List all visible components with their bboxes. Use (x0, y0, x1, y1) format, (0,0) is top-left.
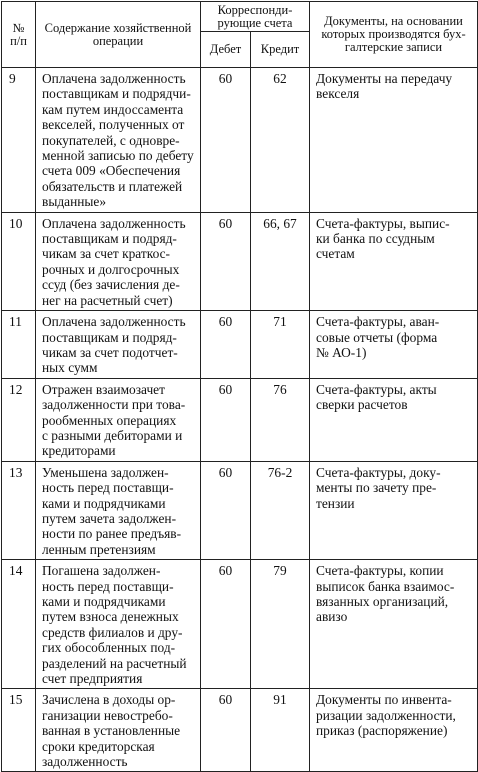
header-accounts-line: рующие счета (217, 15, 293, 30)
header-debit: Дебет (201, 32, 251, 68)
credit-account-cell: 62 (251, 68, 310, 213)
description-line: рочных и долгосрочных (42, 261, 180, 277)
row-number-cell: 10 (2, 212, 36, 310)
table-row (2, 560, 478, 689)
description-line: счета 009 «Обеспечения (42, 163, 181, 179)
debit-account-cell: 60 (201, 212, 251, 310)
description-line: нег на расчетный счет) (42, 292, 173, 308)
description-line: ность перед поставщи- (42, 578, 174, 594)
description-line: кам путем индоссамента (42, 101, 184, 117)
description-line: Уменьшена задолжен- (42, 464, 169, 480)
description-line: рообменных операциях (42, 412, 177, 428)
debit-account-cell: 60 (201, 311, 251, 379)
document-line: выписок банка взаимос- (316, 578, 455, 594)
document-line: ризации задолженности, (316, 707, 456, 723)
credit-account-cell: 79 (251, 560, 310, 689)
description-line: ванная в установленные (42, 723, 181, 739)
document-line: менты по зачету пре- (316, 480, 437, 496)
document-line: приказ (распоряжение) (316, 723, 448, 739)
description-line: с разными дебиторами и (42, 427, 183, 443)
table-row (2, 461, 478, 559)
description-line: ками и подрядчиками (42, 594, 166, 609)
description-line: ками и подрядчиками (42, 495, 166, 511)
document-line: Счета-фактуры, акты (316, 381, 437, 397)
document-line: счетам (316, 246, 355, 262)
document-line: № АО-1) (316, 344, 367, 360)
description-line: сроки кредиторская (42, 738, 155, 754)
description-line: ность перед поставщи- (42, 480, 174, 496)
document-line: Счета-фактуры, выпис- (316, 215, 450, 231)
table-row (2, 311, 478, 379)
description-line: векселей, полученных от (42, 117, 185, 133)
source-documents-cell (310, 461, 478, 559)
header-num-line: п/п (10, 33, 27, 48)
description-line: ных сумм (42, 360, 98, 376)
description-line: покупателей, с одновре- (42, 132, 180, 148)
credit-account-cell: 91 (251, 689, 310, 772)
table-row (2, 212, 478, 310)
operation-description-cell (36, 212, 201, 310)
document-line: сверки расчетов (316, 397, 408, 413)
description-line: счет предприятия (42, 671, 143, 687)
row-number-cell: 9 (2, 68, 36, 213)
document-line: тензии (316, 495, 355, 511)
description-line: задолженность (42, 754, 128, 770)
description-line: чикам за счет подотчет- (42, 344, 178, 360)
row-number-cell: 11 (2, 311, 36, 379)
document-line: Счета-фактуры, копии (316, 563, 444, 579)
document-line: авизо (316, 609, 348, 625)
description-line: кредиторами (42, 443, 116, 459)
header-content-line: операции (92, 33, 144, 48)
document-line: Счета-фактуры, аван- (316, 314, 440, 330)
document-line: Счета-фактуры, доку- (316, 464, 441, 480)
table-row (2, 68, 478, 213)
description-line: задолженности при това- (42, 397, 186, 413)
description-line: менной записью по дебету (42, 148, 194, 164)
description-line: средств филиалов и дру- (42, 624, 183, 640)
credit-account-cell: 66, 67 (251, 212, 310, 310)
description-line: гих обособленных под- (42, 640, 176, 656)
header-accounts-line: Корреспонди- (217, 2, 293, 17)
source-documents-cell (310, 378, 478, 461)
description-line: разделений на расчетный (42, 655, 187, 671)
document-line: совые отчеты (форма (316, 329, 438, 345)
debit-account-cell: 60 (201, 689, 251, 772)
operation-description-cell (36, 689, 201, 772)
operation-description-cell (36, 560, 201, 689)
document-line: Документы по инвента- (316, 692, 452, 708)
table-row (2, 378, 478, 461)
credit-account-cell: 71 (251, 311, 310, 379)
header-documents-line: Документы, на основании (324, 14, 463, 28)
debit-account-cell: 60 (201, 461, 251, 559)
debit-account-cell: 60 (201, 378, 251, 461)
header-accounts (201, 2, 310, 32)
description-line: чикам за счет краткос- (42, 246, 171, 262)
credit-account-cell: 76-2 (251, 461, 310, 559)
description-line: ленным претензиям (42, 541, 156, 557)
description-line: ганизации невостребо- (42, 707, 173, 723)
description-line: поставщикам и подрядчи- (42, 86, 191, 102)
description-line: Оплачена задолженность (42, 314, 186, 330)
description-line: Оплачена задолженность (42, 215, 186, 231)
table-header (2, 2, 478, 68)
description-line: ссуд (без зачисления де- (42, 277, 180, 293)
header-num (2, 2, 36, 68)
description-line: Погашена задолжен- (42, 563, 161, 579)
table-row (2, 689, 478, 772)
operation-description-cell (36, 68, 201, 213)
document-line: векселя (316, 86, 360, 102)
description-line: выданные» (42, 194, 107, 210)
operation-description-cell (36, 311, 201, 379)
description-line: поставщикам и подряд- (42, 329, 177, 345)
source-documents-cell (310, 68, 478, 213)
description-line: ности по ранее предъяв- (42, 526, 182, 542)
debit-account-cell: 60 (201, 68, 251, 213)
description-line: Зачислена в доходы ор- (42, 692, 176, 708)
operation-description-cell (36, 461, 201, 559)
row-number-cell: 15 (2, 689, 36, 772)
source-documents-cell (310, 560, 478, 689)
accounting-entries-table (1, 1, 478, 772)
description-line: путем зачета задолжен- (42, 510, 177, 526)
document-line: Документы на передачу (316, 71, 453, 86)
row-number-cell: 12 (2, 378, 36, 461)
description-line: путем взноса денежных (42, 609, 179, 625)
document-line: ки банка по ссудным (316, 231, 435, 247)
description-line: поставщикам и подряд- (42, 231, 177, 247)
row-number-cell: 13 (2, 461, 36, 559)
credit-account-cell: 76 (251, 378, 310, 461)
header-num-line: № (12, 20, 25, 35)
header-content-line: Содержание хозяйственной (44, 20, 192, 35)
debit-account-cell: 60 (201, 560, 251, 689)
source-documents-cell (310, 212, 478, 310)
table-body (2, 68, 478, 772)
description-line: Отражен взаимозачет (42, 381, 165, 397)
description-line: обязательств и платежей (42, 178, 183, 194)
document-line: вязанных организаций, (316, 594, 449, 609)
header-content (36, 2, 201, 68)
source-documents-cell (310, 689, 478, 772)
row-number-cell: 14 (2, 560, 36, 689)
source-documents-cell (310, 311, 478, 379)
header-documents-line: которых производятся бух- (321, 27, 466, 41)
operation-description-cell (36, 378, 201, 461)
header-credit: Кредит (251, 32, 310, 68)
header-documents (310, 2, 478, 68)
header-documents-line: галтерские записи (344, 40, 443, 54)
description-line: Оплачена задолженность (42, 71, 186, 86)
